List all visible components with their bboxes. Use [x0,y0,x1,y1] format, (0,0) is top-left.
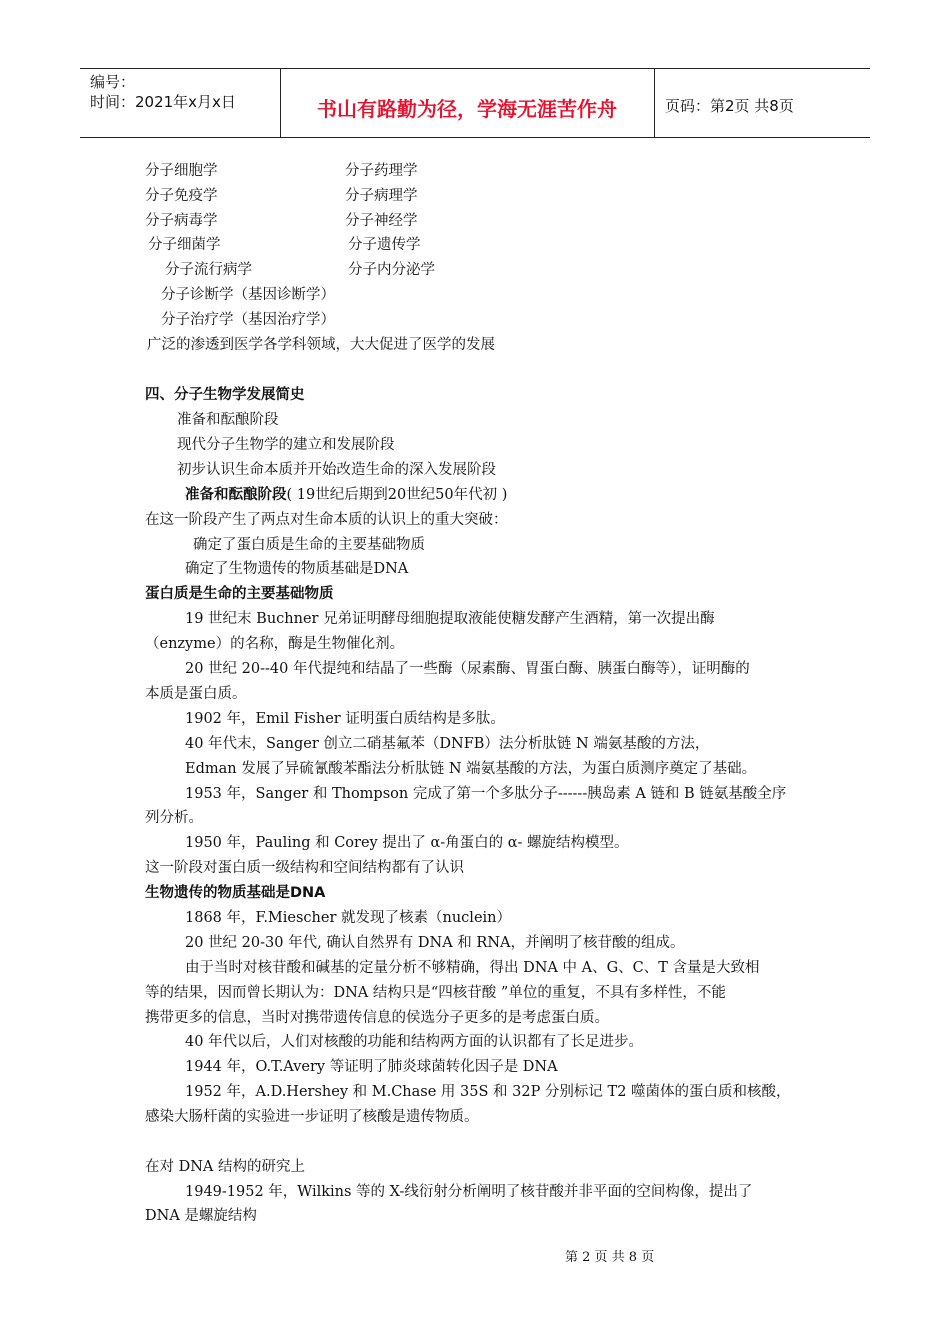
text-line: 1944 年，O.T.Avery 等证明了肺炎球菌转化因子是 DNA [185,1059,558,1075]
text-line: 确定了生物遗传的物质基础是DNA [185,561,409,577]
pair-left: 分子流行病学 [165,262,252,278]
header-motto-cell [280,69,655,137]
text-line: 1868 年，F.Miescher 就发现了核素（nuclein） [185,910,512,926]
text-line: Edman 发展了异硫氰酸苯酯法分析肽链 N 端氨基酸的方法，为蛋白质测序奠定了基础。 [185,761,757,777]
pair-right: 分子药理学 [345,163,418,179]
page-info: 页码：第2页 共8页 [665,97,794,115]
text-line: 携带更多的信息，当时对携带遗传信息的侯选分子更多的是考虑蛋白质。 [145,1010,609,1026]
page-header [80,68,870,138]
text-line: 由于当时对核苷酸和碱基的定量分析不够精确，得出 DNA 中 A、G、C、T 含量是大致相 [185,960,760,976]
pair-right: 分子遗传学 [348,237,421,253]
stage-item: 准备和酝酿阶段 [177,412,279,428]
text-line: 20 世纪 20-30 年代, 确认自然界有 DNA 和 RNA，并阐明了核苷酸的组成。 [185,935,685,951]
pair-left: 分子细菌学 [148,237,221,253]
stage-item: 现代分子生物学的建立和发展阶段 [177,437,395,453]
section-title: 四、分子生物学发展简史 [145,387,305,403]
diag-line: 分子诊断学（基因诊断学） [161,287,335,303]
text-line: 20 世纪 20--40 年代提纯和结晶了一些酶（尿素酶、胃蛋白酶、胰蛋白酶等），证明酶的 [185,661,750,677]
motto: 书山有路勤为径，学海无涯苦作舟 [317,97,617,121]
text-line: （enzyme）的名称，酶是生物催化剂。 [145,636,405,652]
text-line: 列分析。 [145,810,203,826]
text-line: 本质是蛋白质。 [145,686,247,702]
header-meta-cell [80,69,281,137]
text-line: 1953 年，Sanger 和 Thompson 完成了第一个多肽分子------胰岛素 A 链和 B 链氨基酸全序 [185,786,787,802]
text-line: 感染大肠杆菌的实验进一步证明了核酸是遗传物质。 [145,1109,479,1125]
pair-left: 分子病毒学 [145,213,218,229]
date-text: 时间：2021年x月x日 [90,93,236,111]
text-line: 在对 DNA 结构的研究上 [145,1159,306,1175]
stage-heading-bold: 准备和酝酿阶段 [185,487,287,503]
serial-label: 编号： [90,73,136,91]
pair-left: 分子细胞学 [145,163,218,179]
pair-right: 分子病理学 [345,188,418,204]
stage-item: 初步认识生命本质并开始改造生命的深入发展阶段 [177,462,496,478]
stage-heading-span: ( 19世纪后期到20世纪50年代初 ) [286,487,508,503]
pair-right: 分子内分泌学 [348,262,435,278]
stage-heading [185,485,507,505]
text-line: 19 世纪末 Buchner 兄弟证明酵母细胞提取液能使糖发酵产生酒精，第一次提出酶 [185,611,715,627]
text-line: 1949-1952 年，Wilkins 等的 X-线衍射分析阐明了核苷酸并非平面的空间构像，提出了 [185,1184,753,1200]
text-line: 1950 年，Pauling 和 Corey 提出了 α-角蛋白的 α- 螺旋结构模型。 [185,835,629,851]
section-title: 生物遗传的物质基础是DNA [145,885,326,901]
text-line: 等的结果，因而曾长期认为：DNA 结构只是“四核苷酸 ”单位的重复，不具有多样性，不能 [145,985,726,1001]
text-line: DNA 是螺旋结构 [145,1208,257,1224]
spread-line: 广泛的渗透到医学各学科领域，大大促进了医学的发展 [147,337,495,353]
text-line: 40 年代以后，人们对核酸的功能和结构两方面的认识都有了长足进步。 [185,1034,644,1050]
text-line: 这一阶段对蛋白质一级结构和空间结构都有了认识 [145,860,464,876]
text-line: 在这一阶段产生了两点对生命本质的认识上的重大突破： [145,512,508,528]
ther-line: 分子治疗学（基因治疗学） [161,312,335,328]
text-line: 40 年代末，Sanger 创立二硝基氟苯（DNFB）法分析肽链 N 端氨基酸的方法， [185,736,710,752]
text-line: 1902 年，Emil Fisher 证明蛋白质结构是多肽。 [185,711,505,727]
page-footer: 第 2 页 共 8 页 [565,1250,655,1265]
section-title: 蛋白质是生命的主要基础物质 [145,586,334,602]
pair-right: 分子神经学 [345,213,418,229]
text-line: 1952 年，A.D.Hershey 和 M.Chase 用 35S 和 32P 分别标记 T2 噬菌体的蛋白质和核酸， [185,1084,791,1100]
text-line: 确定了蛋白质是生命的主要基础物质 [193,537,425,553]
pair-left: 分子免疫学 [145,188,218,204]
